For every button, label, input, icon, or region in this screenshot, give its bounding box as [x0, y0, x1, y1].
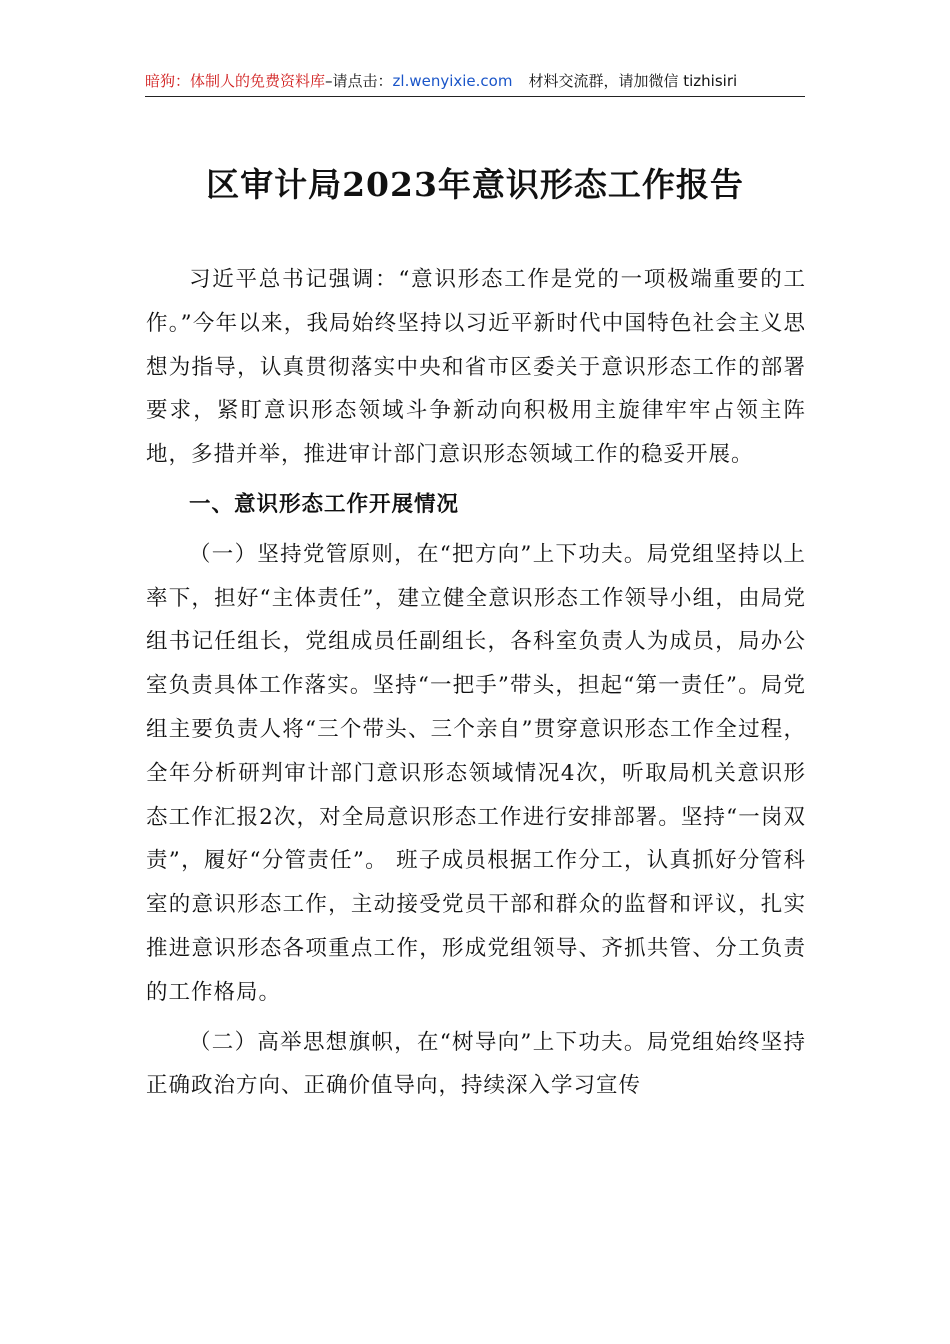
page-header: [145, 66, 805, 97]
body-paragraph-1: （一）坚持党管原则，在“把方向”上下功夫。局党组坚持以上率下，担好“主体责任”，建立健全意识形态工作领导小组，由局党组书记任组长，党组成员任副组长，各科室负责人为成员，局办公室负责具体工作落实。坚持“一把手”带头，担起“第一责任”。局党组主要负责人将“三个带头、三个亲自”贯穿意识形态工作全过程，全年分析研判审计部门意识形态领域情况4次，听取局机关意识形态工作汇报2次，对全局意识形态工作进行安排部署。坚持“一岗双责”，履好“分管责任”。 班子成员根据工作分工，认真抓好分管科室的意识形态工作，主动接受党员干部和群众的监督和评议，扎实推进意识形态各项重点工作，形成党组领导、齐抓共管、分工负责的工作格局。: [146, 541, 806, 1005]
link-prompt: –请点击：: [325, 72, 393, 90]
source-link[interactable]: zl.wenyixie.com: [392, 72, 513, 90]
body-paragraph-2: （二）高举思想旗帜，在“树导向”上下功夫。局党组始终坚持正确政治方向、正确价值导向，持续深入学习宣传: [146, 1029, 806, 1099]
section-heading: 一、意识形态工作开展情况: [189, 491, 460, 517]
contact-text: 材料交流群，请加微信 tizhisiri: [528, 72, 738, 90]
document-body: [146, 258, 806, 1108]
intro-paragraph: 习近平总书记强调：“意识形态工作是党的一项极端重要的工作。”今年以来，我局始终坚持以习近平新时代中国特色社会主义思想为指导，认真贯彻落实中央和省市区委关于意识形态工作的部署要求，紧盯意识形态领域斗争新动向积极用主旋律牢牢占领主阵地，多措并举，推进审计部门意识形态领域工作的稳妥开展。: [146, 267, 806, 468]
source-label: 暗狗：体制人的免费资料库: [145, 72, 326, 90]
document-title: 区审计局2023年意识形态工作报告: [206, 165, 744, 204]
